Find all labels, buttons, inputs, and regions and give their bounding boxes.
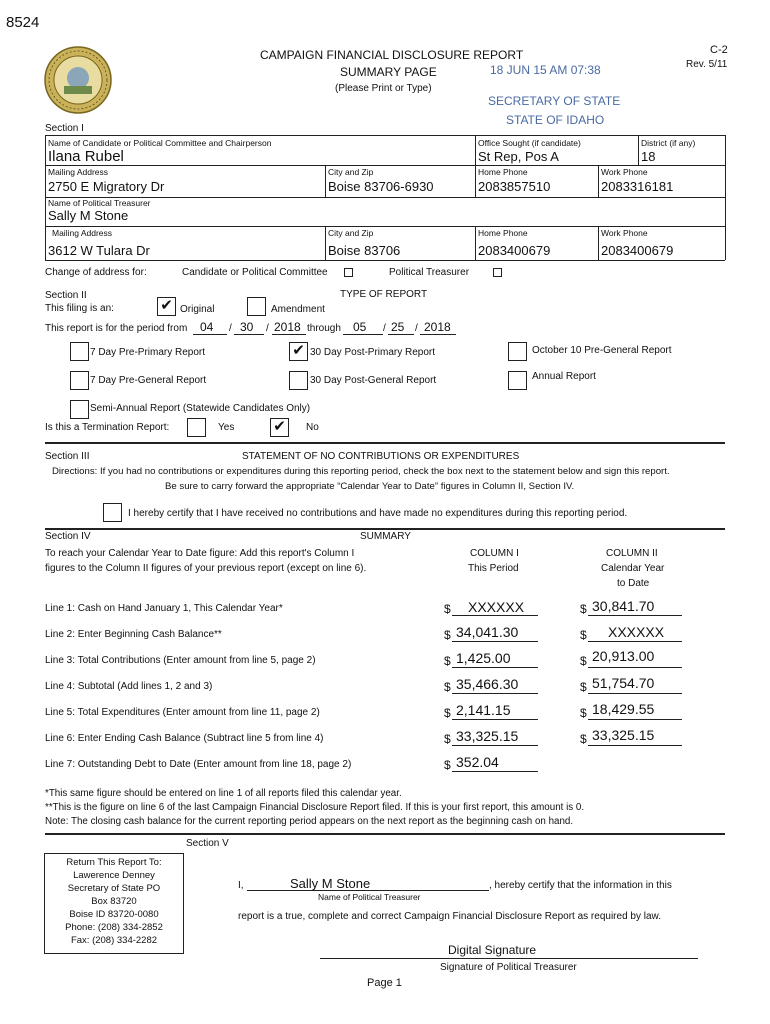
return-line: Box 83720 (91, 896, 137, 907)
footnote-3: Note: The closing cash balance for the current reporting period appears on the next report as the beginning cash on hand. (45, 816, 574, 827)
period-slash: / (266, 323, 269, 334)
filing-type-label: This filing is an: (45, 303, 114, 314)
treasurer-name-field[interactable]: Sally M Stone (48, 208, 129, 223)
line-4-column-1-amount[interactable]: 35,466.30 (456, 676, 519, 692)
currency-symbol: $ (444, 654, 451, 668)
line-6-column-2-amount[interactable]: 33,325.15 (592, 727, 655, 743)
treasurer-mailing-field[interactable]: 3612 W Tulara Dr (48, 243, 150, 258)
seven-day-pre-general-checkbox[interactable] (70, 371, 89, 390)
print-instruction: (Please Print or Type) (335, 83, 432, 94)
section-3-carry-forward: Be sure to carry forward the appropriate “Calendar Year to Date” figures in Column II, Section IV. (165, 481, 575, 492)
change-candidate-label: Candidate or Political Committee (182, 267, 328, 278)
footnote-1: *This same figure should be entered on line 1 of all reports filed this calendar year. (45, 788, 402, 799)
summary-line-label: Line 5: Total Expenditures (Enter amount from line 11, page 2) (45, 707, 320, 718)
summary-title: SUMMARY (360, 531, 411, 542)
amendment-checkbox[interactable] (247, 297, 266, 316)
termination-no-label: No (306, 422, 319, 433)
section-3-directions: Directions: If you had no contributions or expenditures during this reporting period, check the box next to the statement below and sign this report. (52, 466, 670, 477)
change-treasurer-label: Political Treasurer (389, 267, 470, 278)
currency-symbol: $ (444, 706, 451, 720)
thirty-day-post-primary-label: 30 Day Post-Primary Report (310, 347, 436, 358)
page-number: Page 1 (367, 977, 402, 989)
seven-day-pre-general-label: 7 Day Pre-General Report (90, 375, 207, 386)
change-address-label: Change of address for: (45, 267, 147, 278)
treasurer-work-phone-field[interactable]: 2083400679 (601, 243, 674, 258)
annual-report-label: Annual Report (532, 371, 596, 382)
original-checkbox[interactable]: ✔ (157, 297, 176, 316)
change-candidate-checkbox[interactable] (344, 268, 353, 277)
currency-symbol: $ (580, 732, 587, 746)
thirty-day-post-general-label: 30 Day Post-General Report (310, 375, 437, 386)
original-label: Original (180, 304, 215, 315)
form-number: 8524 (6, 14, 40, 31)
no-contributions-statement: I hereby certify that I have received no contributions and have made no expenditures during this reporting period. (128, 508, 628, 519)
currency-symbol: $ (444, 628, 451, 642)
period-through-label: through (307, 323, 341, 334)
period-from-year[interactable]: 2018 (274, 320, 301, 334)
treasurer-work-phone-label: Work Phone (601, 228, 648, 238)
line-5-column-1-amount[interactable]: 2,141.15 (456, 702, 511, 718)
currency-symbol: $ (444, 680, 451, 694)
period-label: This report is for the period from (45, 323, 188, 334)
semi-annual-checkbox[interactable] (70, 400, 89, 419)
thirty-day-post-primary-checkbox[interactable]: ✔ (289, 342, 308, 361)
report-title: CAMPAIGN FINANCIAL DISCLOSURE REPORT (260, 48, 524, 62)
no-contributions-title: STATEMENT OF NO CONTRIBUTIONS OR EXPENDITURES (242, 451, 520, 462)
period-to-year[interactable]: 2018 (424, 320, 451, 334)
line-6-column-1-amount[interactable]: 33,325.15 (456, 728, 519, 744)
candidate-name-label: Name of Candidate or Political Committee and Chairperson (48, 138, 272, 148)
office-sought-label: Office Sought (if candidate) (478, 138, 581, 148)
termination-yes-checkbox[interactable] (187, 418, 206, 437)
treasurer-name-caption: Name of Political Treasurer (318, 892, 421, 902)
return-line: Return This Report To: (66, 857, 162, 868)
treasurer-home-phone-label: Home Phone (478, 228, 528, 238)
certify-statement: , hereby certify that the information in this (489, 880, 672, 891)
work-phone-field[interactable]: 2083316181 (601, 179, 674, 194)
october-10-pre-general-checkbox[interactable] (508, 342, 527, 361)
section-1-heading: Section I (45, 123, 84, 134)
type-of-report-title: TYPE OF REPORT (340, 289, 428, 300)
semi-annual-label: Semi-Annual Report (Statewide Candidates Only) (90, 403, 311, 414)
line-3-column-1-amount[interactable]: 1,425.00 (456, 650, 511, 666)
received-stamp-state: STATE OF IDAHO (506, 113, 605, 127)
mailing-address-label: Mailing Address (48, 167, 109, 177)
line-5-column-2-amount[interactable]: 18,429.55 (592, 701, 655, 717)
home-phone-label: Home Phone (478, 167, 528, 177)
seven-day-pre-primary-checkbox[interactable] (70, 342, 89, 361)
treasurer-city-field[interactable]: Boise 83706 (328, 243, 401, 258)
column-2-subheading: Calendar Year (601, 563, 665, 574)
section-5-heading: Section V (186, 838, 229, 849)
period-slash: / (383, 323, 386, 334)
currency-symbol: $ (580, 602, 587, 616)
certify-statement-cont: report is a true, complete and correct Campaign Financial Disclosure Report as required by law. (238, 911, 661, 922)
return-line: Boise ID 83720-0080 (69, 909, 159, 920)
treasurer-mailing-label: Mailing Address (52, 228, 113, 238)
treasurer-name-certify-field[interactable]: Sally M Stone (290, 876, 371, 891)
form-code: C-2 (710, 44, 728, 56)
termination-label: Is this a Termination Report: (45, 422, 170, 433)
city-zip-label: City and Zip (328, 167, 374, 177)
section-3-heading: Section III (45, 451, 90, 462)
certify-prefix: I, (238, 880, 244, 891)
currency-symbol: $ (580, 680, 587, 694)
seven-day-pre-primary-label: 7 Day Pre-Primary Report (90, 347, 206, 358)
currency-symbol: $ (444, 732, 451, 746)
digital-signature-field[interactable]: Digital Signature (448, 943, 537, 957)
summary-line-label: Line 2: Enter Beginning Cash Balance** (45, 629, 222, 640)
section-4-heading: Section IV (45, 531, 91, 542)
change-treasurer-checkbox[interactable] (493, 268, 502, 277)
signature-caption: Signature of Political Treasurer (440, 962, 577, 973)
period-from-day[interactable]: 30 (240, 320, 254, 334)
summary-intro-line-2: figures to the Column II figures of your previous report (except on line 6). (45, 563, 367, 574)
line-1-column-1-amount[interactable]: XXXXXX (468, 599, 525, 615)
treasurer-home-phone-field[interactable]: 2083400679 (478, 243, 551, 258)
return-line: Phone: (208) 334-2852 (65, 922, 163, 933)
line-7-column-1-amount[interactable]: 352.04 (456, 754, 499, 770)
column-2-subheading-cont: to Date (617, 578, 650, 589)
thirty-day-post-general-checkbox[interactable] (289, 371, 308, 390)
annual-report-checkbox[interactable] (508, 371, 527, 390)
line-4-column-2-amount[interactable]: 51,754.70 (592, 675, 655, 691)
amendment-label: Amendment (271, 304, 325, 315)
district-field[interactable]: 18 (641, 149, 656, 164)
column-2-heading: COLUMN II (606, 548, 658, 559)
summary-line-label: Line 1: Cash on Hand January 1, This Calendar Year* (45, 603, 283, 614)
october-10-pre-general-label: October 10 Pre-General Report (532, 345, 672, 356)
received-stamp-office: SECRETARY OF STATE (488, 94, 621, 108)
office-sought-field[interactable]: St Rep, Pos A (478, 149, 559, 164)
summary-intro-line-1: To reach your Calendar Year to Date figure: Add this report's Column I (45, 548, 355, 559)
work-phone-label: Work Phone (601, 167, 648, 177)
form-revision: Rev. 5/11 (686, 59, 728, 70)
summary-line-label: Line 6: Enter Ending Cash Balance (Subtract line 5 from line 4) (45, 733, 324, 744)
footnote-2: **This is the figure on line 6 of the last Campaign Financial Disclosure Report filed. If this is your first report, this amount is 0. (45, 802, 585, 813)
termination-no-checkbox[interactable]: ✔ (270, 418, 289, 437)
line-2-column-1-amount[interactable]: 34,041.30 (456, 624, 519, 640)
line-3-column-2-amount[interactable]: 20,913.00 (592, 648, 655, 664)
period-to-day[interactable]: 25 (391, 320, 405, 334)
currency-symbol: $ (444, 602, 451, 616)
return-line: Secretary of State PO (67, 883, 161, 894)
termination-yes-label: Yes (218, 422, 235, 433)
currency-symbol: $ (444, 758, 451, 772)
return-line: Lawerence Denney (73, 870, 155, 881)
summary-line-label: Line 3: Total Contributions (Enter amount from line 5, page 2) (45, 655, 316, 666)
home-phone-field[interactable]: 2083857510 (478, 179, 551, 194)
period-to-month[interactable]: 05 (353, 320, 367, 334)
currency-symbol: $ (580, 706, 587, 720)
column-1-subheading: This Period (468, 563, 519, 574)
treasurer-city-label: City and Zip (328, 228, 374, 238)
no-contributions-checkbox[interactable] (103, 503, 122, 522)
return-address-box (44, 853, 184, 954)
line-1-column-2-amount[interactable]: 30,841.70 (592, 598, 655, 614)
currency-symbol: $ (580, 628, 587, 642)
currency-symbol: $ (580, 654, 587, 668)
report-subtitle: SUMMARY PAGE (340, 65, 437, 79)
line-2-column-2-amount[interactable]: XXXXXX (608, 624, 665, 640)
mailing-address-field[interactable]: 2750 E Migratory Dr (48, 179, 165, 194)
candidate-name-field[interactable]: Ilana Rubel (48, 148, 124, 165)
period-slash: / (229, 323, 232, 334)
column-1-heading: COLUMN I (470, 548, 519, 559)
city-zip-field[interactable]: Boise 83706-6930 (328, 179, 434, 194)
summary-line-label: Line 4: Subtotal (Add lines 1, 2 and 3) (45, 681, 213, 692)
return-line: Fax: (208) 334-2282 (70, 935, 158, 946)
district-label: District (if any) (641, 138, 696, 148)
received-stamp-datetime: 18 JUN 15 AM 07:38 (490, 63, 601, 77)
period-slash: / (415, 323, 418, 334)
summary-line-label: Line 7: Outstanding Debt to Date (Enter amount from line 18, page 2) (45, 759, 352, 770)
period-from-month[interactable]: 04 (200, 320, 214, 334)
section-2-heading: Section II (45, 290, 87, 301)
state-seal-icon (44, 46, 112, 114)
treasurer-name-label: Name of Political Treasurer (48, 198, 151, 208)
